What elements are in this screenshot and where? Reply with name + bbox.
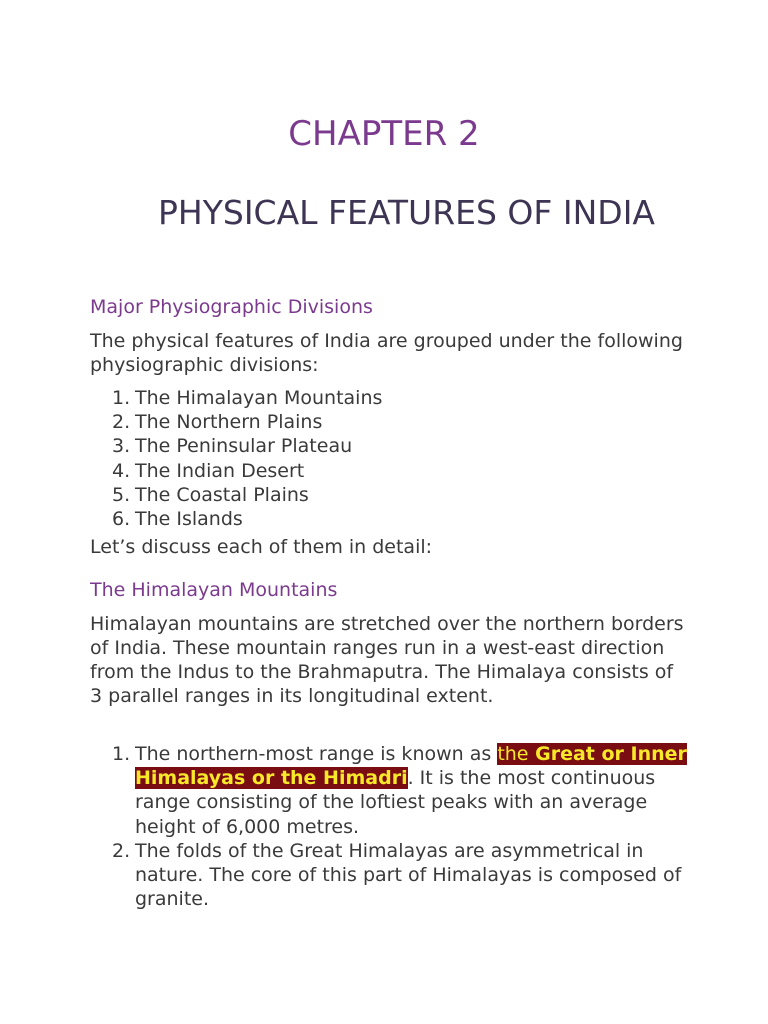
section-heading-himalayan: The Himalayan Mountains [90,579,338,601]
list-item [90,459,690,483]
list-number: 3. [112,435,131,458]
list-item-text: The Coastal Plains [135,483,309,506]
list-item-text: The Islands [135,508,243,531]
section-heading-divisions: Major Physiographic Divisions [90,296,373,318]
himalayan-intro-paragraph: Himalayan mountains are stretched over the northern borders of India. These mountain ranges run in a west-east direction from the Indus to the Brahmaputra. The Himalaya consists of 3 parallel ranges in its longitudinal extent. [90,613,684,707]
list-item-text: The Peninsular Plateau [135,435,353,458]
list-item-text-after: . It is the most continuous range consisting of the loftiest peaks with an average height of 6,000 metres. [135,767,656,838]
himalayan-ranges-list [90,742,690,911]
list-item-text: The folds of the Great Himalayas are asymmetrical in nature. The core of this part of Himalayas is composed of granite. [135,839,682,911]
list-item-text: The Northern Plains [135,411,323,434]
list-number: 5. [112,483,131,506]
divisions-outro-paragraph: Let’s discuss each of them in detail: [90,536,433,558]
list-number: 1. [112,743,131,765]
list-item [90,507,690,531]
list-number: 2. [112,411,131,434]
list-number: 6. [112,508,131,531]
list-item-text-before: The northern-most range is known as [135,743,498,765]
divisions-list [90,386,690,531]
list-number: 1. [112,387,131,409]
list-item [90,483,690,507]
document-title: PHYSICAL FEATURES OF INDIA [158,193,655,232]
list-item [90,742,690,839]
highlighted-bold-text: Great or Inner Himalayas or the Himadri [135,743,687,790]
highlighted-text: the [497,743,529,765]
chapter-heading: CHAPTER 2 [288,114,480,154]
list-number: 2. [112,839,131,862]
divisions-intro-paragraph: The physical features of India are grouped under the following physiographic divisions: [90,330,683,376]
list-item [90,386,690,410]
list-item [90,410,690,434]
list-item [90,839,690,912]
list-item [90,434,690,458]
list-number: 4. [112,459,131,482]
list-item-text: The Himalayan Mountains [135,387,383,409]
list-item-text: The Indian Desert [135,459,305,482]
